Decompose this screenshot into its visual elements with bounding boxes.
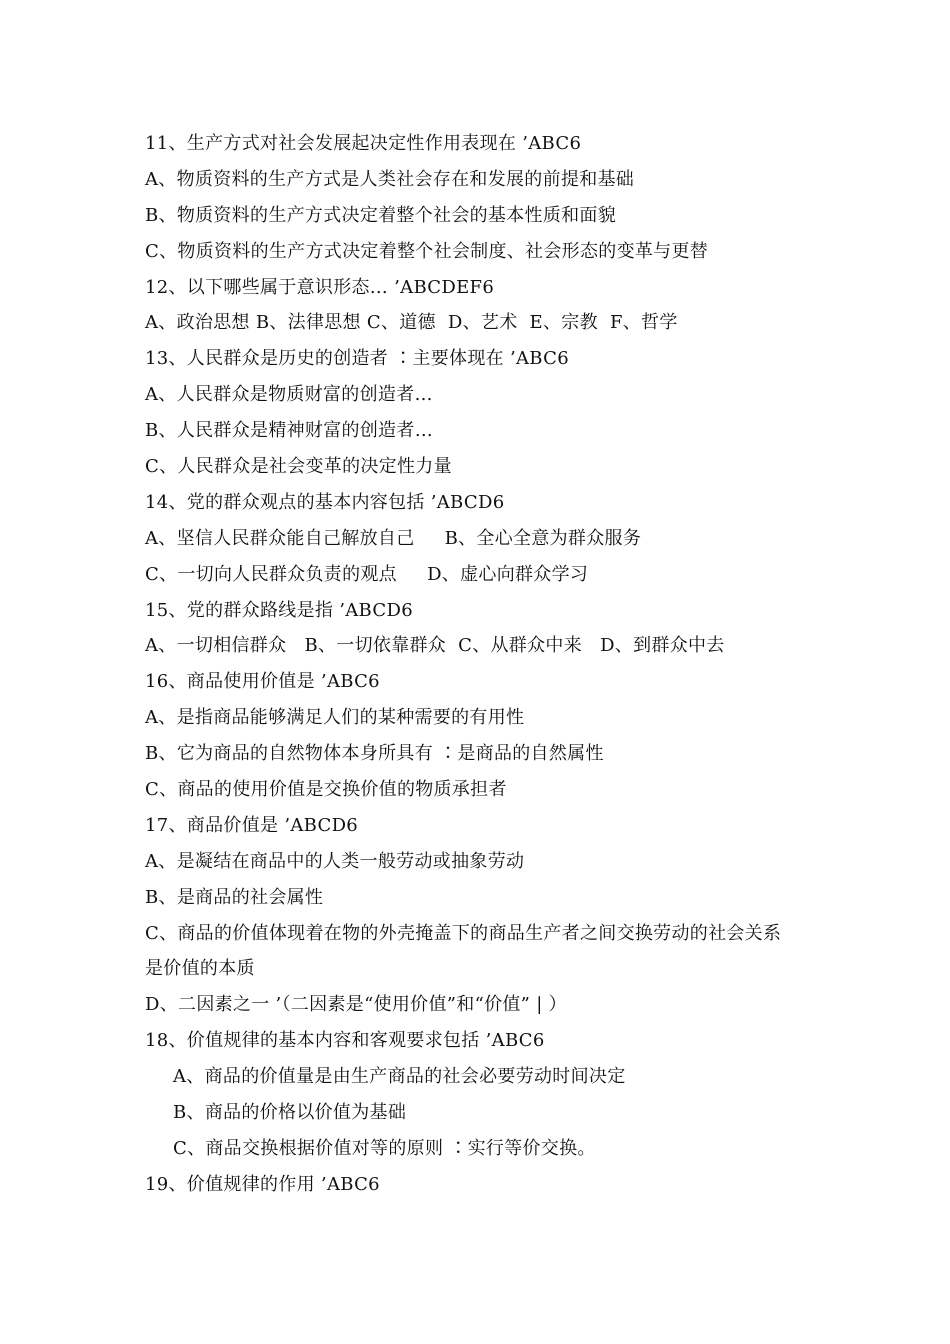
text-line: 17、商品价值是 ’ABCD6 (145, 814, 359, 836)
text-line: 18、价值规律的基本内容和客观要求包括 ’ABC6 (145, 1030, 545, 1052)
text-line: A、物质资料的生产方式是人类社会存在和发展的前提和基础 (145, 168, 635, 190)
document-body (145, 126, 845, 1203)
text-line: A、一切相信群众 B、一切依靠群众 C、从群众中来 D、到群众中去 (145, 635, 725, 657)
text-line: A、坚信人民群众能自己解放自己 B、全心全意为群众服务 (145, 527, 642, 549)
text-line: A、是指商品能够满足人们的某种需要的有用性 (145, 707, 525, 729)
text-line: 是价值的本质 (145, 958, 255, 980)
text-line: C、一切向人民群众负责的观点 D、虚心向群众学习 (145, 563, 589, 585)
text-line: C、人民群众是社会变革的决定性力量 (145, 456, 452, 478)
text-line: D、二因素之一 ’（二因素是“使用价值”和“价值” | ） (145, 994, 567, 1016)
text-line: 11、生产方式对社会发展起决定性作用表现在 ’ABC6 (145, 133, 582, 154)
text-line: C、商品交换根据价值对等的原则 ∶实行等价交换。 (173, 1137, 596, 1159)
text-line: 16、商品使用价值是 ’ABC6 (145, 671, 380, 693)
text-line: 19、价值规律的作用 ’ABC6 (145, 1173, 380, 1195)
text-line: A、政治思想 B、法律思想 C、道德 D、艺术 E、宗教 F、哲学 (145, 312, 678, 334)
text-line: C、物质资料的生产方式决定着整个社会制度、社会形态的变革与更替 (145, 240, 709, 262)
text-line: 12、以下哪些属于意识形态… ’ABCDEF6 (145, 276, 495, 298)
text-line: A、是凝结在商品中的人类一般劳动或抽象劳动 (145, 850, 525, 872)
text-line: B、物质资料的生产方式决定着整个社会的基本性质和面貌 (145, 204, 617, 226)
text-line: B、商品的价格以价值为基础 (173, 1102, 407, 1124)
text-line: A、商品的价值量是由生产商品的社会必要劳动时间决定 (173, 1066, 626, 1088)
text-line: 14、党的群众观点的基本内容包括 ’ABCD6 (145, 491, 505, 513)
text-line: C、商品的价值体现着在物的外壳掩盖下的商品生产者之间交换劳动的社会关系 (145, 922, 782, 944)
text-line: C、商品的使用价值是交换价值的物质承担者 (145, 779, 507, 801)
text-line: B、它为商品的自然物体本身所具有 ∶是商品的自然属性 (145, 743, 604, 765)
text-line: 15、党的群众路线是指 ’ABCD6 (145, 599, 413, 621)
text-line: B、人民群众是精神财富的创造者… (145, 420, 434, 442)
text-line: A、人民群众是物质财富的创造者… (145, 384, 433, 406)
text-line: B、是商品的社会属性 (145, 886, 324, 908)
text-line: 13、人民群众是历史的创造者 ∶主要体现在 ’ABC6 (145, 348, 569, 370)
